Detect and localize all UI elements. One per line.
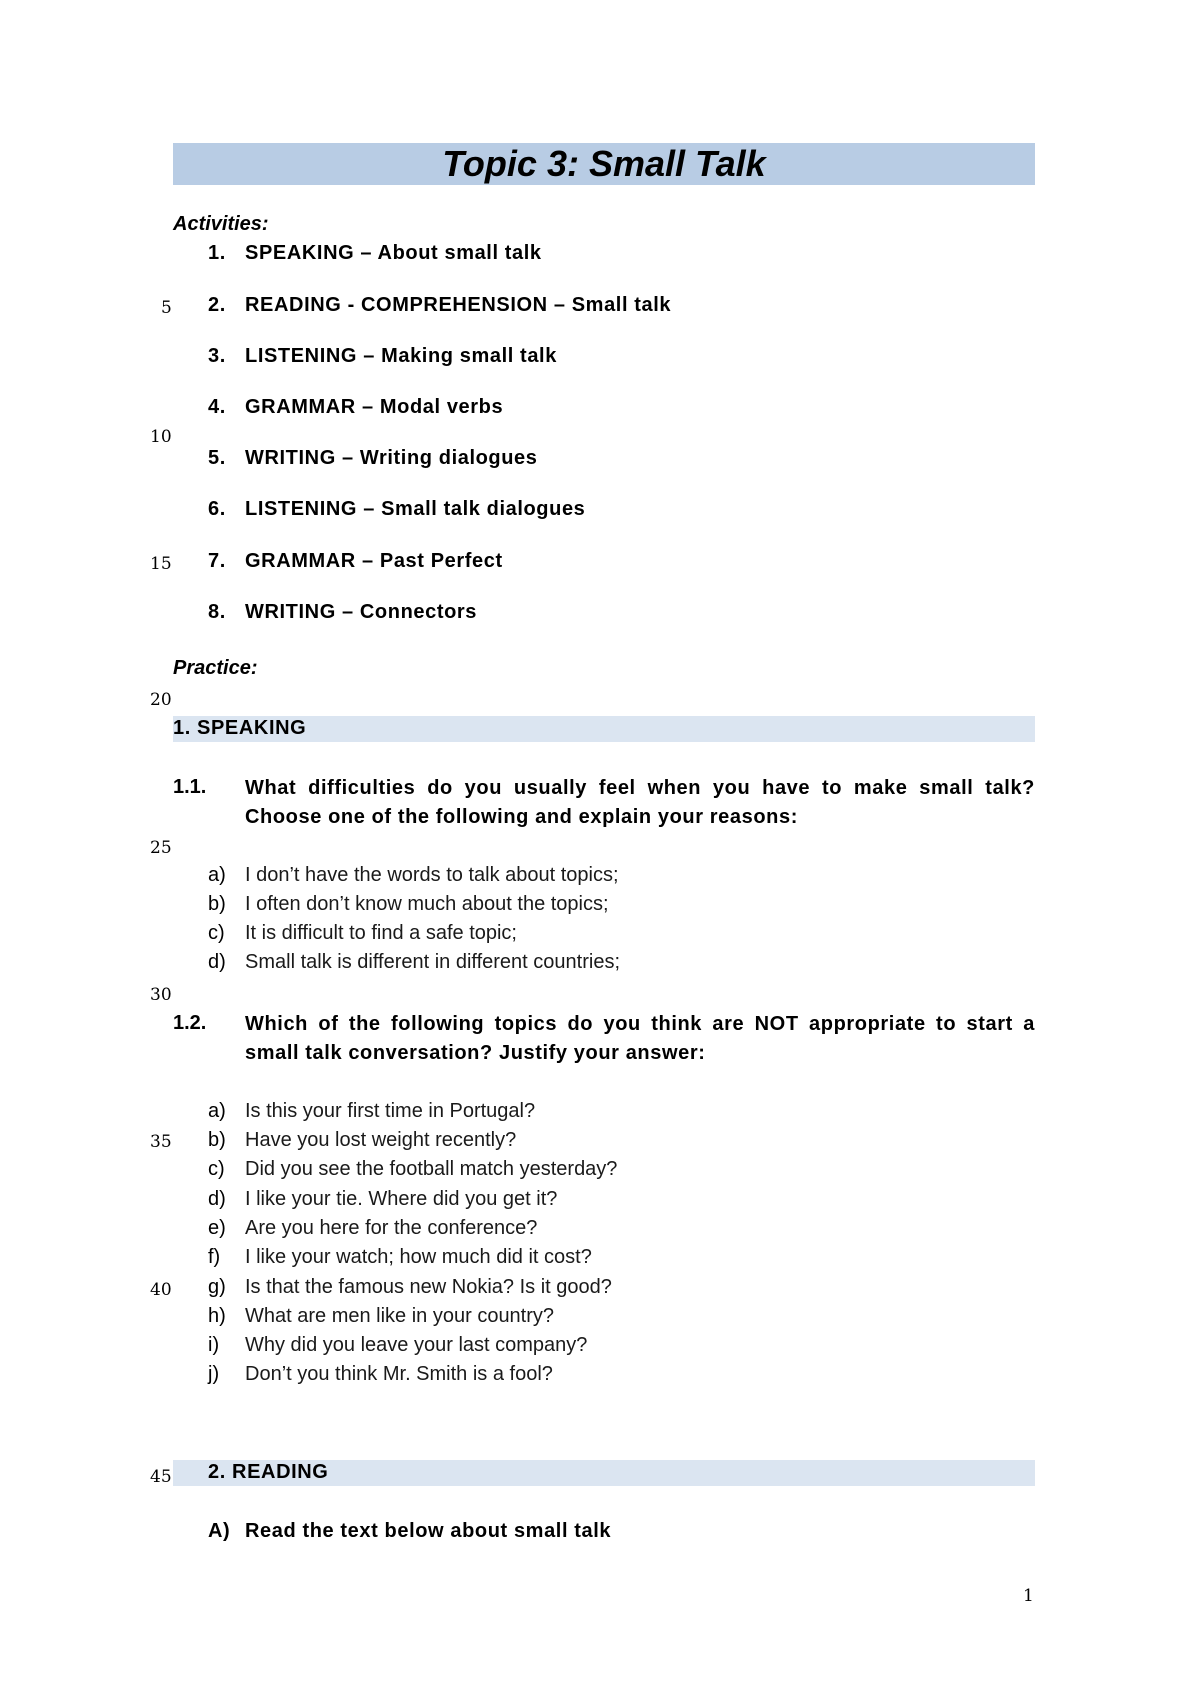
line-number: 45: [150, 1467, 172, 1487]
option-text: Is that the famous new Nokia? Is it good?: [245, 1276, 612, 1298]
option-letter: e): [208, 1217, 226, 1239]
activities-label: Activities:: [173, 213, 269, 235]
activity-number: 2.: [208, 294, 226, 316]
question-text: Which of the following topics do you think are NOT appropriate to start a small talk conversation? Justify your answer:: [245, 1013, 1035, 1064]
line-number: 10: [150, 427, 172, 447]
option-letter: c): [208, 922, 225, 944]
option-text: Are you here for the conference?: [245, 1217, 538, 1239]
question-number: 1.1.: [173, 776, 207, 798]
activity-item: READING - COMPREHENSION – Small talk: [245, 294, 672, 316]
option-text: I like your tie. Where did you get it?: [245, 1188, 558, 1210]
question-text: What difficulties do you usually feel when you have to make small talk? Choose one of the following and explain your reasons:: [245, 777, 1035, 828]
option-letter: i): [208, 1334, 220, 1356]
line-number: 5: [161, 298, 172, 318]
option-letter: a): [208, 864, 226, 886]
activity-item: WRITING – Connectors: [245, 601, 478, 623]
option-text: I often don’t know much about the topics;: [245, 893, 609, 915]
option-text: I don’t have the words to talk about topics;: [245, 864, 619, 886]
line-number: 15: [150, 554, 172, 574]
activity-number: 1.: [208, 242, 226, 264]
option-text: Small talk is different in different countries;: [245, 951, 620, 973]
option-text: Don’t you think Mr. Smith is a fool?: [245, 1363, 553, 1385]
option-text: Is this your first time in Portugal?: [245, 1100, 536, 1122]
question-number: 1.2.: [173, 1012, 207, 1034]
option-letter: h): [208, 1305, 226, 1327]
page-title: Topic 3: Small Talk: [442, 143, 766, 184]
activity-item: GRAMMAR – Modal verbs: [245, 396, 504, 418]
line-number: 25: [150, 838, 172, 858]
option-text: What are men like in your country?: [245, 1305, 555, 1327]
line-number: 40: [150, 1280, 172, 1300]
section-reading-bar: [173, 1460, 1035, 1486]
section-heading: 2. READING: [208, 1461, 329, 1483]
option-letter: b): [208, 893, 226, 915]
activity-item: WRITING – Writing dialogues: [245, 447, 538, 469]
activity-number: 4.: [208, 396, 226, 418]
activity-item: LISTENING – Making small talk: [245, 345, 557, 367]
option-letter: d): [208, 951, 226, 973]
section-speaking-bar: [173, 716, 1035, 742]
option-text: I like your watch; how much did it cost?: [245, 1246, 592, 1268]
option-letter: g): [208, 1276, 226, 1298]
option-text: Did you see the football match yesterday?: [245, 1158, 618, 1180]
option-letter: c): [208, 1158, 225, 1180]
option-text: It is difficult to find a safe topic;: [245, 922, 517, 944]
activity-number: 8.: [208, 601, 226, 623]
option-letter: d): [208, 1188, 226, 1210]
practice-label: Practice:: [173, 657, 258, 679]
activity-number: 5.: [208, 447, 226, 469]
section-heading: 1. SPEAKING: [173, 717, 307, 739]
option-letter: f): [208, 1246, 221, 1268]
line-number: 20: [150, 690, 172, 710]
line-number: 30: [150, 985, 172, 1005]
subsection-text: Read the text below about small talk: [245, 1520, 612, 1542]
activity-item: LISTENING – Small talk dialogues: [245, 498, 586, 520]
option-letter: b): [208, 1129, 226, 1151]
option-text: Why did you leave your last company?: [245, 1334, 588, 1356]
line-number: 35: [150, 1132, 172, 1152]
option-letter: a): [208, 1100, 226, 1122]
activity-number: 3.: [208, 345, 226, 367]
activity-number: 7.: [208, 550, 226, 572]
activity-item: GRAMMAR – Past Perfect: [245, 550, 503, 572]
option-text: Have you lost weight recently?: [245, 1129, 517, 1151]
activity-number: 6.: [208, 498, 226, 520]
title-banner: [173, 143, 1035, 185]
option-letter: j): [208, 1363, 220, 1385]
subsection-letter: A): [208, 1520, 231, 1542]
activity-item: SPEAKING – About small talk: [245, 242, 542, 264]
page-number: 1: [1023, 1586, 1034, 1606]
